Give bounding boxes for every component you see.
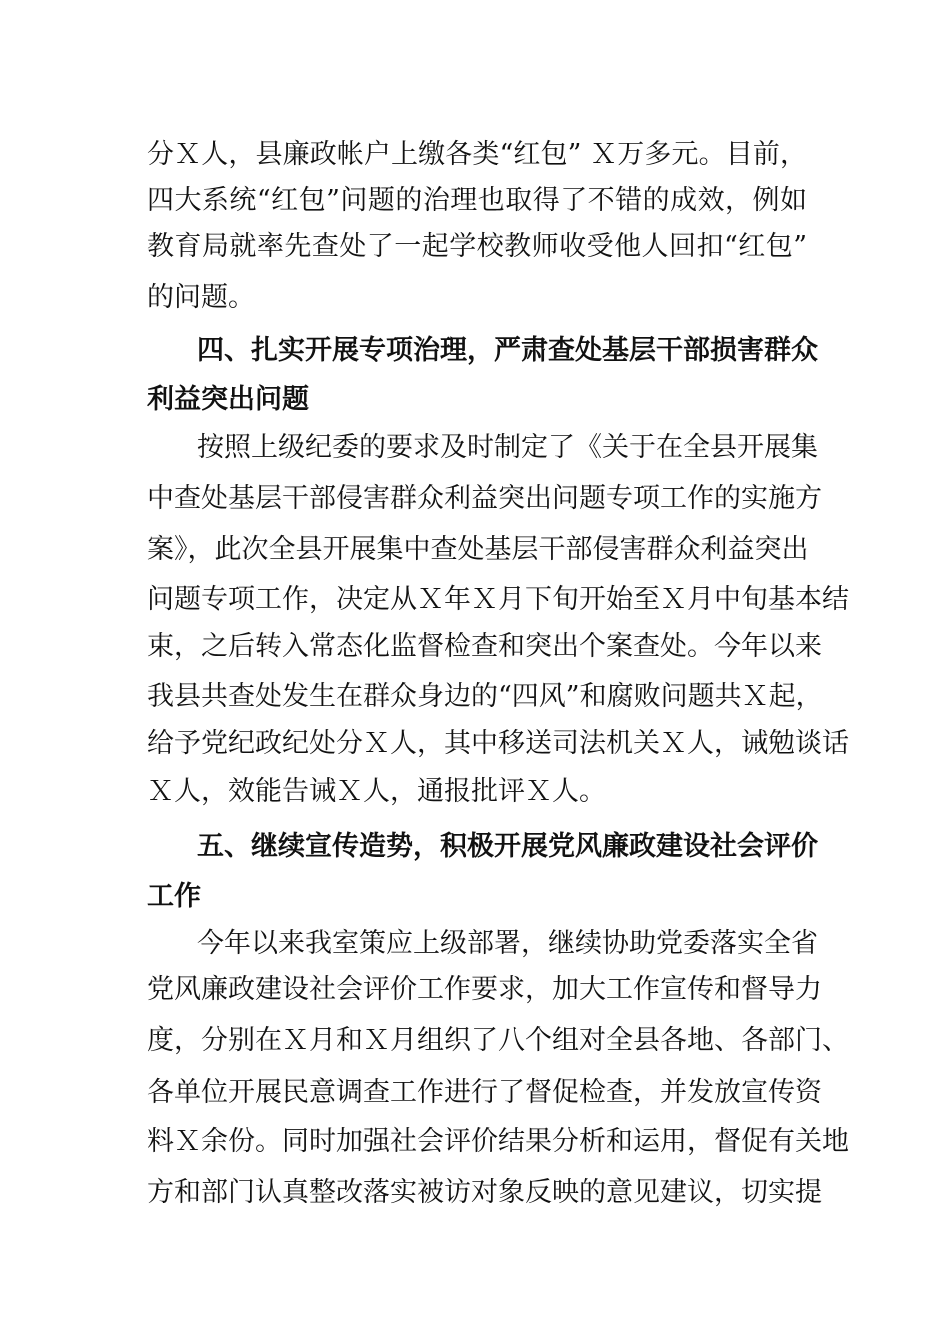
section-heading: 利益突出问题 xyxy=(147,384,309,415)
section-heading: 工作 xyxy=(147,881,201,912)
paragraph-line: 案》，此次全县开展集中查处基层干部侵害群众利益突出 xyxy=(147,534,809,565)
paragraph-line: 四大系统“红包”问题的治理也取得了不错的成效，例如 xyxy=(147,185,807,216)
paragraph-line: 束，之后转入常态化监督检查和突出个案查处。今年以来 xyxy=(147,631,822,662)
paragraph-line: 分Ｘ人，县廉政帐户上缴各类“红包” Ｘ万多元。目前， xyxy=(147,139,807,170)
paragraph-line: Ｘ人，效能告诫Ｘ人，通报批评Ｘ人。 xyxy=(147,776,606,807)
section-heading: 五、继续宣传造势，积极开展党风廉政建设社会评价 xyxy=(197,831,818,862)
section-heading: 四、扎实开展专项治理，严肃查处基层干部损害群众 xyxy=(197,335,818,366)
paragraph-line: 的问题。 xyxy=(147,282,255,313)
paragraph-line: 给予党纪政纪处分Ｘ人，其中移送司法机关Ｘ人，诫勉谈话 xyxy=(147,728,849,759)
paragraph-line: 党风廉政建设社会评价工作要求，加大工作宣传和督导力 xyxy=(147,974,822,1005)
paragraph-line: 问题专项工作，决定从Ｘ年Ｘ月下旬开始至Ｘ月中旬基本结 xyxy=(147,584,849,615)
paragraph-line: 中查处基层干部侵害群众利益突出问题专项工作的实施方 xyxy=(147,483,822,514)
paragraph-line: 按照上级纪委的要求及时制定了《关于在全县开展集 xyxy=(197,432,818,463)
paragraph-line: 我县共查处发生在群众身边的“四风”和腐败问题共Ｘ起， xyxy=(147,681,823,712)
paragraph-line: 料Ｘ余份。同时加强社会评价结果分析和运用，督促有关地 xyxy=(147,1126,849,1157)
paragraph-line: 教育局就率先查处了一起学校教师收受他人回扣“红包” xyxy=(147,231,807,262)
paragraph-line: 今年以来我室策应上级部署，继续协助党委落实全省 xyxy=(197,928,818,959)
paragraph-line: 度，分别在Ｘ月和Ｘ月组织了八个组对全县各地、各部门、 xyxy=(147,1025,849,1056)
paragraph-line: 方和部门认真整改落实被访对象反映的意见建议，切实提 xyxy=(147,1177,822,1208)
paragraph-line: 各单位开展民意调查工作进行了督促检查，并发放宣传资 xyxy=(147,1077,822,1108)
